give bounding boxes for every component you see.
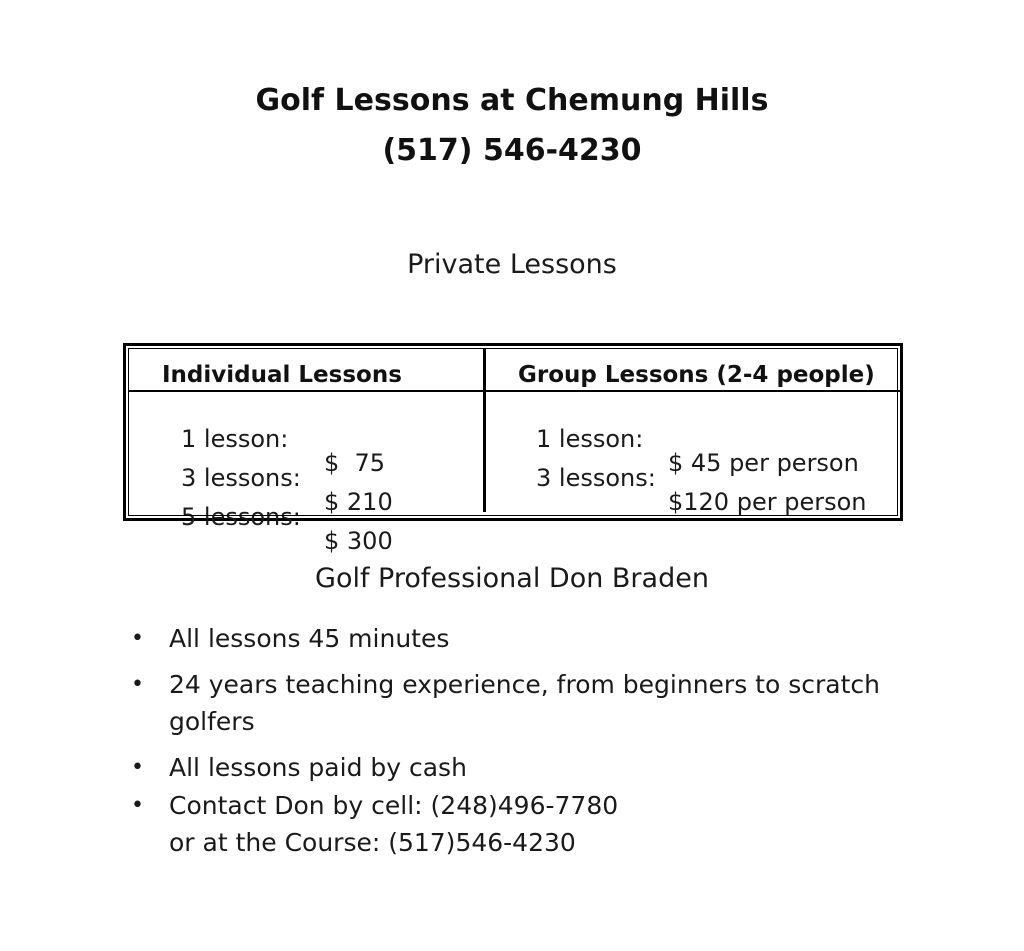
individual-header-rule xyxy=(129,390,483,392)
row-label: 3 lessons: xyxy=(536,464,656,492)
bullet-icon: • xyxy=(131,755,144,780)
lesson-price-table xyxy=(123,343,903,555)
row-label: 3 lessons: xyxy=(181,464,301,492)
list-item-text: 24 years teaching experience, from beginners to scratch golfers xyxy=(169,670,880,736)
golf-professional-heading: Golf Professional Don Braden xyxy=(315,563,709,594)
row-label: 1 lesson: xyxy=(536,425,644,453)
bullet-icon: • xyxy=(131,793,144,818)
private-lessons-heading: Private Lessons xyxy=(407,249,617,280)
list-item-text: All lessons paid by cash xyxy=(169,753,467,782)
page-title: Golf Lessons at Chemung Hills xyxy=(255,83,769,118)
bullet-icon: • xyxy=(131,626,144,651)
table-row xyxy=(536,442,896,538)
row-label: 1 lesson: xyxy=(181,425,289,453)
row-price: $120 per person xyxy=(668,488,867,516)
row-price: $ 210 xyxy=(324,488,393,516)
group-header-rule xyxy=(486,390,900,392)
row-price: $ 45 per person xyxy=(668,449,859,477)
row-price: $ 300 xyxy=(324,527,393,555)
list-item-text: All lessons 45 minutes xyxy=(169,624,450,653)
group-lessons-column xyxy=(486,346,900,518)
bullet-icon: • xyxy=(131,672,144,697)
row-price: $ 75 xyxy=(324,449,386,477)
list-item-text: Contact Don by cell: (248)496-7780 or at the Course: (517)546-4230 xyxy=(169,791,619,857)
individual-lessons-header: Individual Lessons xyxy=(162,362,402,388)
individual-lessons-column xyxy=(126,346,484,555)
group-lessons-header: Group Lessons (2-4 people) xyxy=(518,362,875,388)
row-label: 5 lessons: xyxy=(181,503,301,531)
header-phone-number: (517) 546-4230 xyxy=(382,133,642,168)
